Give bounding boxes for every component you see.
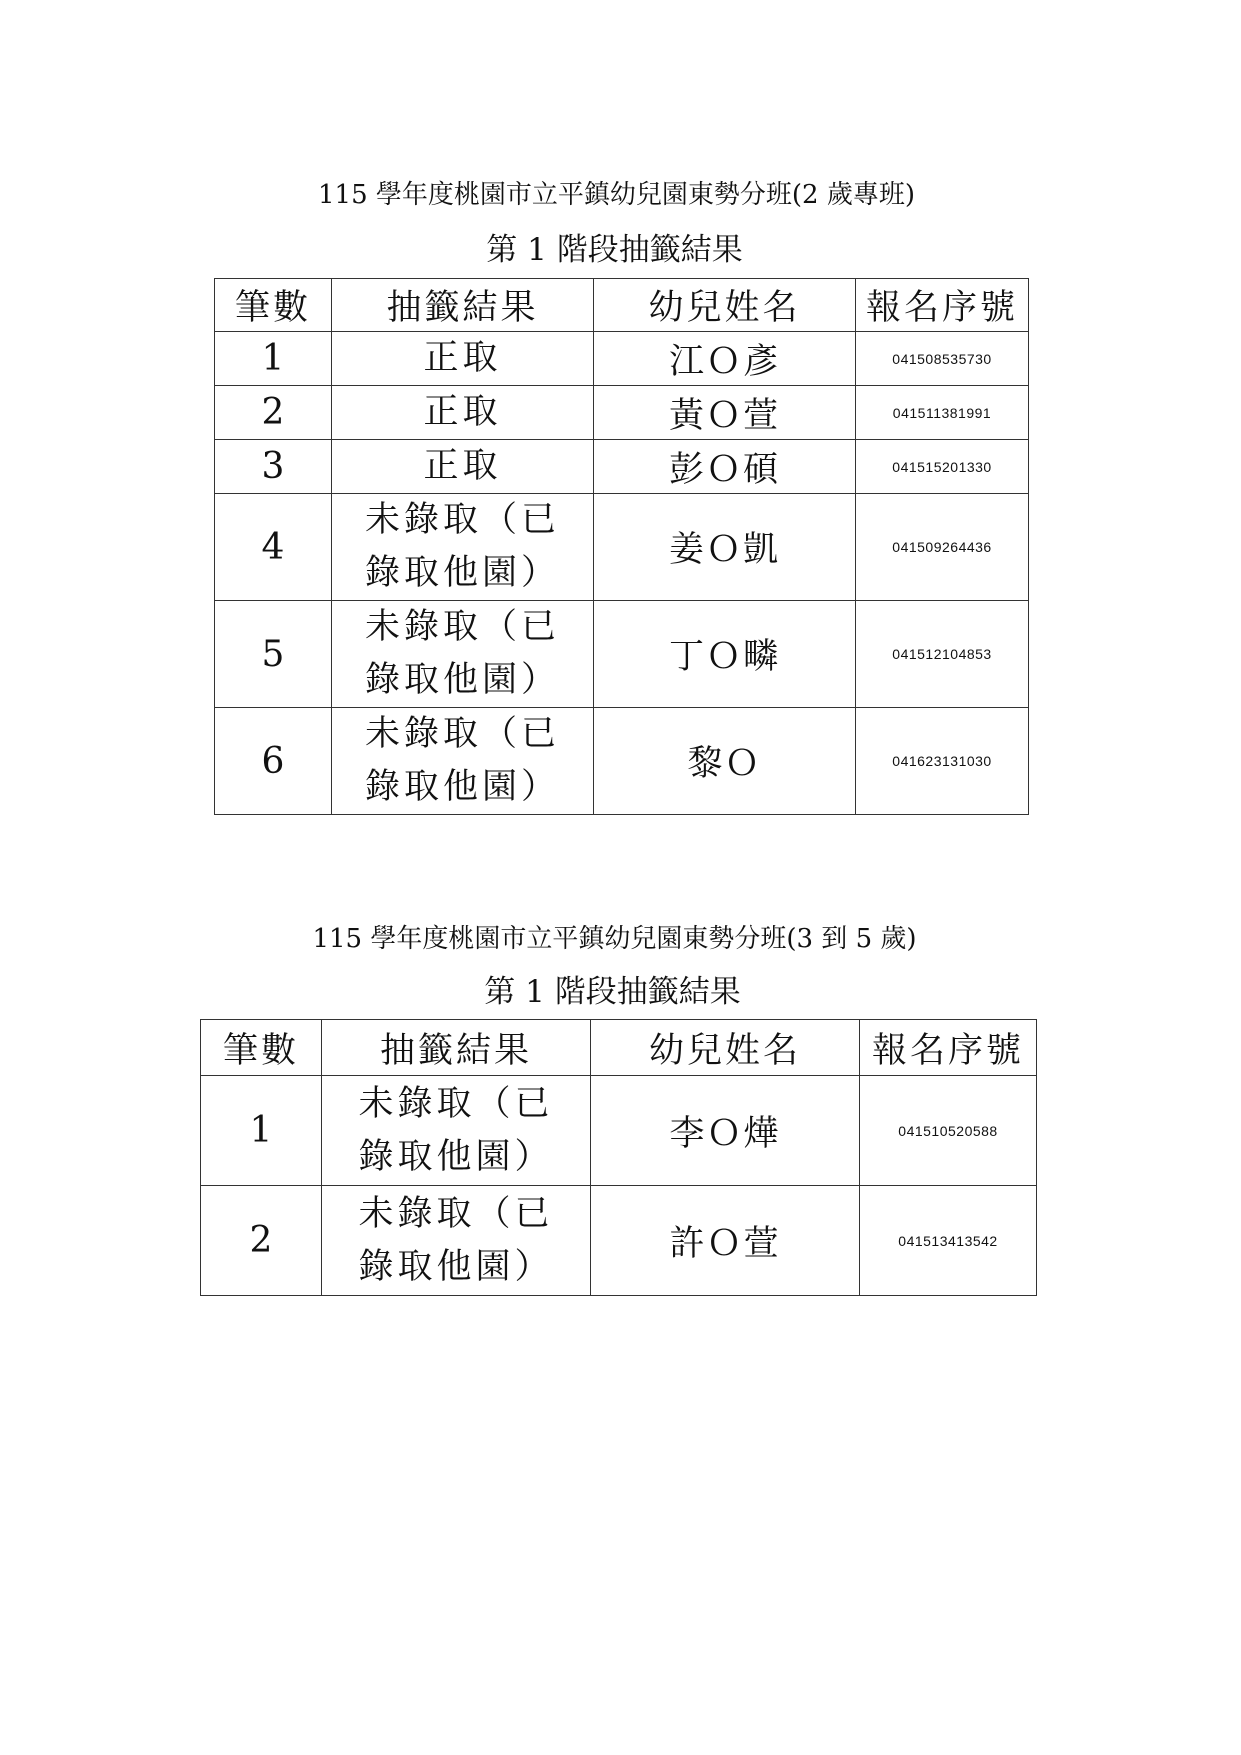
- table-row: [215, 601, 1029, 708]
- header-result: 抽籤結果: [332, 279, 594, 332]
- row-child-name: 許Ｏ萱: [591, 1186, 860, 1296]
- table-row: [201, 1076, 1037, 1186]
- header-count: 筆數: [215, 279, 332, 332]
- result-text: 正取: [423, 446, 502, 486]
- table-header-row: [215, 279, 1029, 332]
- header-registration-no: 報名序號: [856, 279, 1029, 332]
- row-result: [332, 708, 594, 815]
- row-registration-no: 041509264436: [856, 494, 1029, 601]
- row-child-name: 彭Ｏ碩: [594, 440, 856, 494]
- row-result: [332, 601, 594, 708]
- row-child-name: 黃Ｏ萱: [594, 386, 856, 440]
- row-result: [322, 1186, 591, 1296]
- row-number: 3: [215, 440, 332, 494]
- row-registration-no: 041512104853: [856, 601, 1029, 708]
- row-number: 5: [215, 601, 332, 708]
- row-registration-no: 041510520588: [860, 1076, 1037, 1186]
- row-result: [322, 1076, 591, 1186]
- row-child-name: 黎Ｏ: [594, 708, 856, 815]
- result-text: 正取: [423, 338, 502, 378]
- row-child-name: 姜Ｏ凱: [594, 494, 856, 601]
- header-result: 抽籤結果: [322, 1020, 591, 1076]
- row-result: [332, 440, 594, 494]
- results-table: [214, 278, 1029, 815]
- row-result: [332, 332, 594, 386]
- section-subtitle: 第 1 階段抽籤結果: [486, 232, 743, 268]
- section-title: 115 學年度桃園市立平鎮幼兒園東勢分班(3 到 5 歲): [312, 924, 917, 954]
- row-registration-no: 041623131030: [856, 708, 1029, 815]
- table-row: [215, 332, 1029, 386]
- table-header-row: [201, 1020, 1037, 1076]
- results-table: [200, 1019, 1037, 1296]
- section-title: 115 學年度桃園市立平鎮幼兒園東勢分班(2 歲專班): [318, 180, 915, 210]
- table-row: [201, 1186, 1037, 1296]
- result-text: 未錄取（已錄取他園）: [364, 714, 560, 807]
- row-number: 1: [215, 332, 332, 386]
- row-number: 2: [215, 386, 332, 440]
- result-text: 正取: [423, 392, 502, 432]
- result-text: 未錄取（已錄取他園）: [358, 1193, 554, 1287]
- result-text: 未錄取（已錄取他園）: [358, 1083, 554, 1177]
- header-child-name: 幼兒姓名: [594, 279, 856, 332]
- table-row: [215, 494, 1029, 601]
- row-child-name: 丁Ｏ疄: [594, 601, 856, 708]
- row-child-name: 江Ｏ彥: [594, 332, 856, 386]
- row-number: 6: [215, 708, 332, 815]
- header-registration-no: 報名序號: [860, 1020, 1037, 1076]
- row-registration-no: 041508535730: [856, 332, 1029, 386]
- header-child-name: 幼兒姓名: [591, 1020, 860, 1076]
- row-number: 1: [201, 1076, 322, 1186]
- row-child-name: 李Ｏ燁: [591, 1076, 860, 1186]
- row-number: 2: [201, 1186, 322, 1296]
- row-registration-no: 041515201330: [856, 440, 1029, 494]
- row-number: 4: [215, 494, 332, 601]
- row-result: [332, 494, 594, 601]
- row-registration-no: 041513413542: [860, 1186, 1037, 1296]
- header-count: 筆數: [201, 1020, 322, 1076]
- section-subtitle: 第 1 階段抽籤結果: [484, 974, 741, 1010]
- table-row: [215, 440, 1029, 494]
- row-result: [332, 386, 594, 440]
- table-row: [215, 386, 1029, 440]
- result-text: 未錄取（已錄取他園）: [364, 500, 560, 593]
- result-text: 未錄取（已錄取他園）: [364, 607, 560, 700]
- row-registration-no: 041511381991: [856, 386, 1029, 440]
- table-row: [215, 708, 1029, 815]
